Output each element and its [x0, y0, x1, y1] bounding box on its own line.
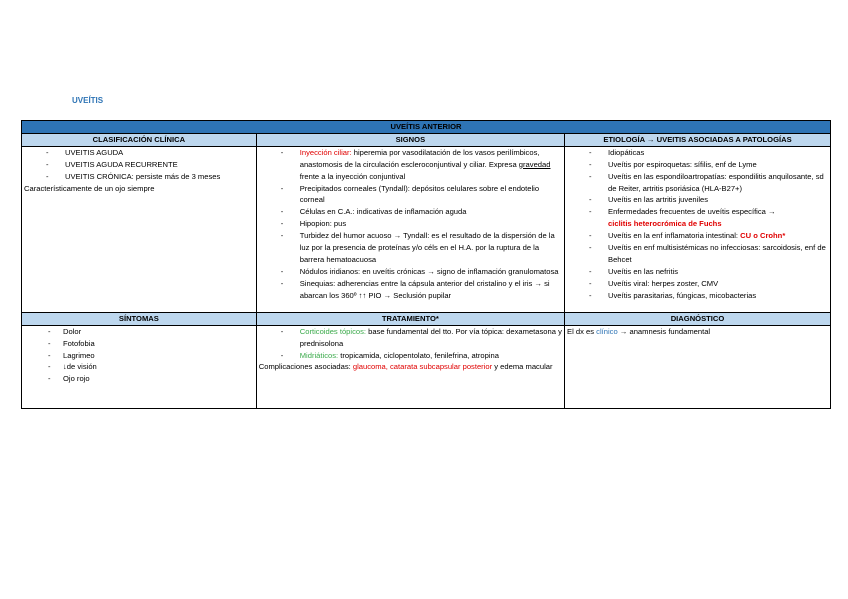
list-item: - Células en C.A.: indicativas de inflamación aguda [259, 206, 562, 218]
list-item [259, 147, 562, 183]
header-tratamiento: TRATAMIENTO* [256, 312, 564, 325]
list-item: - Sinequias: adherencias entre la cápsula anterior del cristalino y el iris → si abarcan los 360º ↑↑ PIO → Seclusión pupilar [259, 278, 562, 302]
cell-signos [256, 146, 564, 312]
list-item: - Uveítis en las espondiloartropatías: espondilitis anquilosante, sd de Reiter, artritis psoriásica (HLA-B27+) [567, 171, 828, 195]
complicaciones [259, 361, 562, 373]
etiologia-text: Enfermedades frecuentes de uveítis específica → [608, 207, 776, 217]
list-item: - UVEITIS AGUDA [24, 147, 254, 159]
cell-etiologia [565, 146, 831, 312]
uveitis-table [21, 120, 831, 409]
etiologia-text: Uveítis en la enf inflamatoria intestinal: [608, 231, 741, 241]
diagnostico-highlight: clínico [596, 326, 618, 336]
list-item: - UVEITIS AGUDA RECURRENTE [24, 159, 254, 171]
list-item: - Turbidez del humor acuoso → Tyndall: es el resultado de la dispersión de la luz por la presencia de proteínas y/o céls en el H.A. por la ruptura de la barrera hematoacuosa [259, 230, 562, 266]
signo-term: Inyección ciliar: [299, 147, 352, 157]
page-title: UVEÍTIS [72, 96, 104, 105]
list-item: - Lagrimeo [24, 350, 254, 362]
signo-text: hiperemia por vasodilatación de los vasos perilímbicos, anastomosis de la circulación escleroconjuntival y ciliar. Expresa [299, 147, 540, 169]
list-item: - Nódulos iridianos: en uveítis crónicas → signo de inflamación granulomatosa [259, 266, 562, 278]
list-item: - Uveítis en las nefritis [567, 266, 828, 278]
tratamiento-term: Corticoides tópicos: [299, 326, 366, 336]
cell-clasificacion [22, 146, 257, 312]
list-item: - UVEITIS CRÓNICA: persiste más de 3 meses [24, 171, 254, 183]
list-item [567, 230, 828, 242]
list-item: - Uveítis por espiroquetas: sífilis, enf de Lyme [567, 159, 828, 171]
cell-tratamiento [256, 325, 564, 408]
list-item: - Hipopion: pus [259, 218, 562, 230]
cell-diagnostico [565, 325, 831, 408]
diagnostico-text [567, 326, 828, 338]
list-item: - Uveítis en enf multisistémicas no infecciosas: sarcoidosis, enf de Behcet [567, 242, 828, 266]
list-item: - Precipitados corneales (Tyndall): depósitos celulares sobre el endotelio corneal [259, 183, 562, 207]
header-signos: SIGNOS [256, 133, 564, 146]
signo-text: frente a la inyección conjuntival [299, 171, 406, 181]
list-item [259, 326, 562, 350]
signo-underline: gravedad [518, 159, 551, 169]
header-etiologia: ETIOLOGÍA → UVEITIS ASOCIADAS A PATOLOGÍAS [565, 133, 831, 146]
header-sintomas: SÍNTOMAS [22, 312, 257, 325]
etiologia-highlight: CU o Crohn* [740, 231, 786, 241]
complicaciones-highlight: glaucoma, catarata subcapsular posterior [352, 362, 493, 372]
list-item: - Dolor [24, 326, 254, 338]
list-item: - Uveítis viral: herpes zoster, CMV [567, 278, 828, 290]
header-clasificacion: CLASIFICACIÓN CLÍNICA [22, 133, 257, 146]
list-item: - Idiopáticas [567, 147, 828, 159]
list-item [259, 350, 562, 362]
diagnostico-part: → anamnesis fundamental [617, 326, 711, 336]
list-item [567, 206, 828, 230]
tratamiento-text: tropicamida, ciclopentolato, fenilefrina, atropina [338, 350, 499, 360]
header-diagnostico: DIAGNÓSTICO [565, 312, 831, 325]
diagnostico-part: El dx es [567, 326, 597, 336]
list-item: - Fotofobia [24, 338, 254, 350]
clasificacion-note: Característicamente de un ojo siempre [24, 183, 155, 193]
etiologia-highlight: ciclitis heterocrómica de Fuchs [608, 219, 722, 229]
tratamiento-term: Midriáticos: [299, 350, 339, 360]
list-item: - Uveítis parasitarias, fúngicas, micobacterias [567, 290, 828, 302]
list-item: - Ojo rojo [24, 373, 254, 385]
complicaciones-text: Complicaciones asociadas: [258, 362, 353, 372]
cell-sintomas [22, 325, 257, 408]
complicaciones-text: y edema macular [492, 362, 553, 372]
table-band-title: UVEÍTIS ANTERIOR [22, 121, 831, 134]
list-item: - Uveítis en las artritis juveniles [567, 194, 828, 206]
tratamiento-text: base fundamental del tto. Por vía tópica: dexametasona y prednisolona [299, 326, 562, 348]
list-item: - ↓de visión [24, 361, 254, 373]
